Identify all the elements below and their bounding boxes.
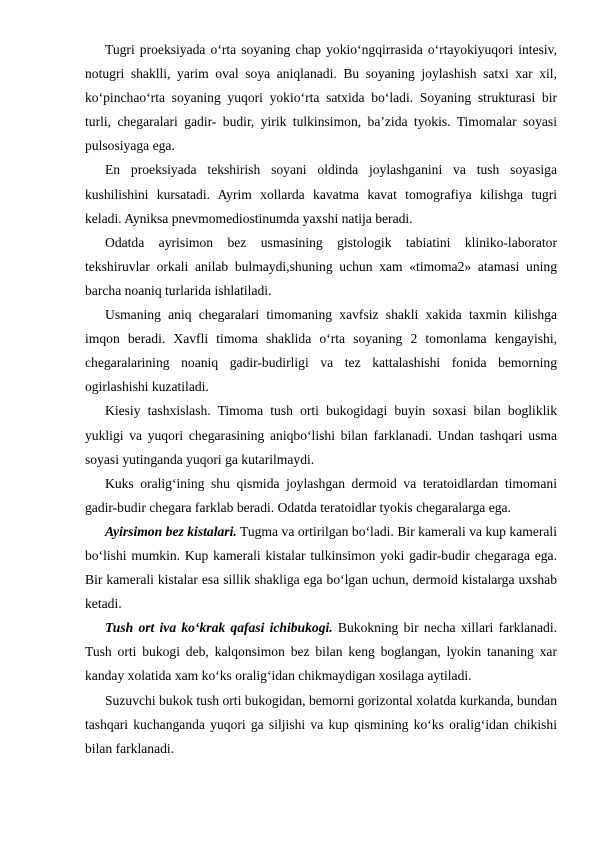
paragraph-text: Kuks oralig‘ining shu qismida joylashgan dermoid va teratoidlardan timomani gadir-budir chegara farklab beradi. Odatda teratoidlar tyokis chegaralarga ega. — [85, 475, 557, 515]
paragraph-text: Tugma va ortirilgan bo‘ladi. Bir kamerali va kup kamerali bo‘lishi mumkin. Kup kamerali kistalar tulkinsimon yoki gadir-budir chegaraga ega. Bir kamerali kistalar esa sillik shakliga ega bo‘lgan uchun, dermoid kistalarga uxshab ketadi. — [85, 523, 557, 612]
paragraph-text: Usmaning aniq chegaralari timomaning xavfsiz shakli xakida taxmin kilishga imqon beradi. Xavfli timoma shaklida o‘rta soyaning 2 tomonlama kengayishi, chegaralarining noaniq gadir-budirligi va tez kattalashishi fonida bemorning ogirlashishi kuzatiladi. — [85, 307, 557, 395]
paragraph-heading: Tush ort iva ko‘krak qafasi ichibukogi. — [105, 620, 333, 636]
paragraph-8 — [85, 616, 557, 688]
paragraph-3 — [85, 231, 557, 303]
paragraph-7 — [85, 520, 557, 616]
paragraph-text: Bukokning bir necha xillari farklanadi. Tush orti bukogi deb, kalqonsimon bez bilan keng boglangan, lyokin tananing xar kanday xolatida xam ko‘ks oralig‘idan chikmaydigan xosilaga aytiladi. — [85, 620, 558, 684]
paragraph-4 — [85, 303, 557, 399]
paragraph-9 — [85, 689, 557, 761]
paragraph-heading: Ayirsimon bez kistalari. — [105, 523, 237, 539]
paragraph-text: Suzuvchi bukok tush orti bukogidan, bemorni gorizontal xolatda kurkanda, bundan tashqari kuchanganda yuqori ga siljishi va kup qismining ko‘ks oralig‘idan chikishi bilan farklanadi. — [85, 692, 557, 756]
paragraph-5 — [85, 399, 557, 471]
paragraph-text: Odatda ayrisimon bez usmasining gistologik tabiatini kliniko-laborator tekshiruvlar orkali anilab bulmaydi,shuning uchun xam «timoma2» atamasi uning barcha noaniq turlarida ishlatiladi. — [85, 234, 557, 298]
paragraph-text: En proeksiyada tekshirish soyani oldinda joylashganini va tush soyasiga kushilishini kursatadi. Ayrim xollarda kavatma kavat tomografiya kilishga tugri keladi. Ayniksa pnevmomediostinumda yaxshi natija beradi. — [85, 162, 557, 226]
paragraph-1 — [85, 38, 557, 158]
paragraph-6 — [85, 472, 557, 520]
document-page — [85, 38, 557, 761]
paragraph-text: Tugri proeksiyada o‘rta soyaning chap yokio‘ngqirrasida o‘rtayokiyuqori intesiv, notugri shaklli, yarim oval soya aniqlanadi. Bu soyaning joylashish satxi xar xil, ko‘pinchao‘rta soyaning yuqori yokio‘rta satxida bo‘ladi. Soyaning strukturasi bir turli, chegaralari gadir- budir, yirik tulkinsimon, ba’zida tyokis. Timomalar soyasi pulsosiyaga ega. — [85, 42, 557, 154]
paragraph-text: Kiesiy tashxislash. Timoma tush orti bukogidagi buyin soxasi bilan bogliklik yukligi va yuqori chegarasining aniqbo‘lishi bilan farklanadi. Undan tashqari usma soyasi yutinganda yuqori ga kutarilmaydi. — [85, 403, 557, 467]
paragraph-2 — [85, 158, 557, 230]
